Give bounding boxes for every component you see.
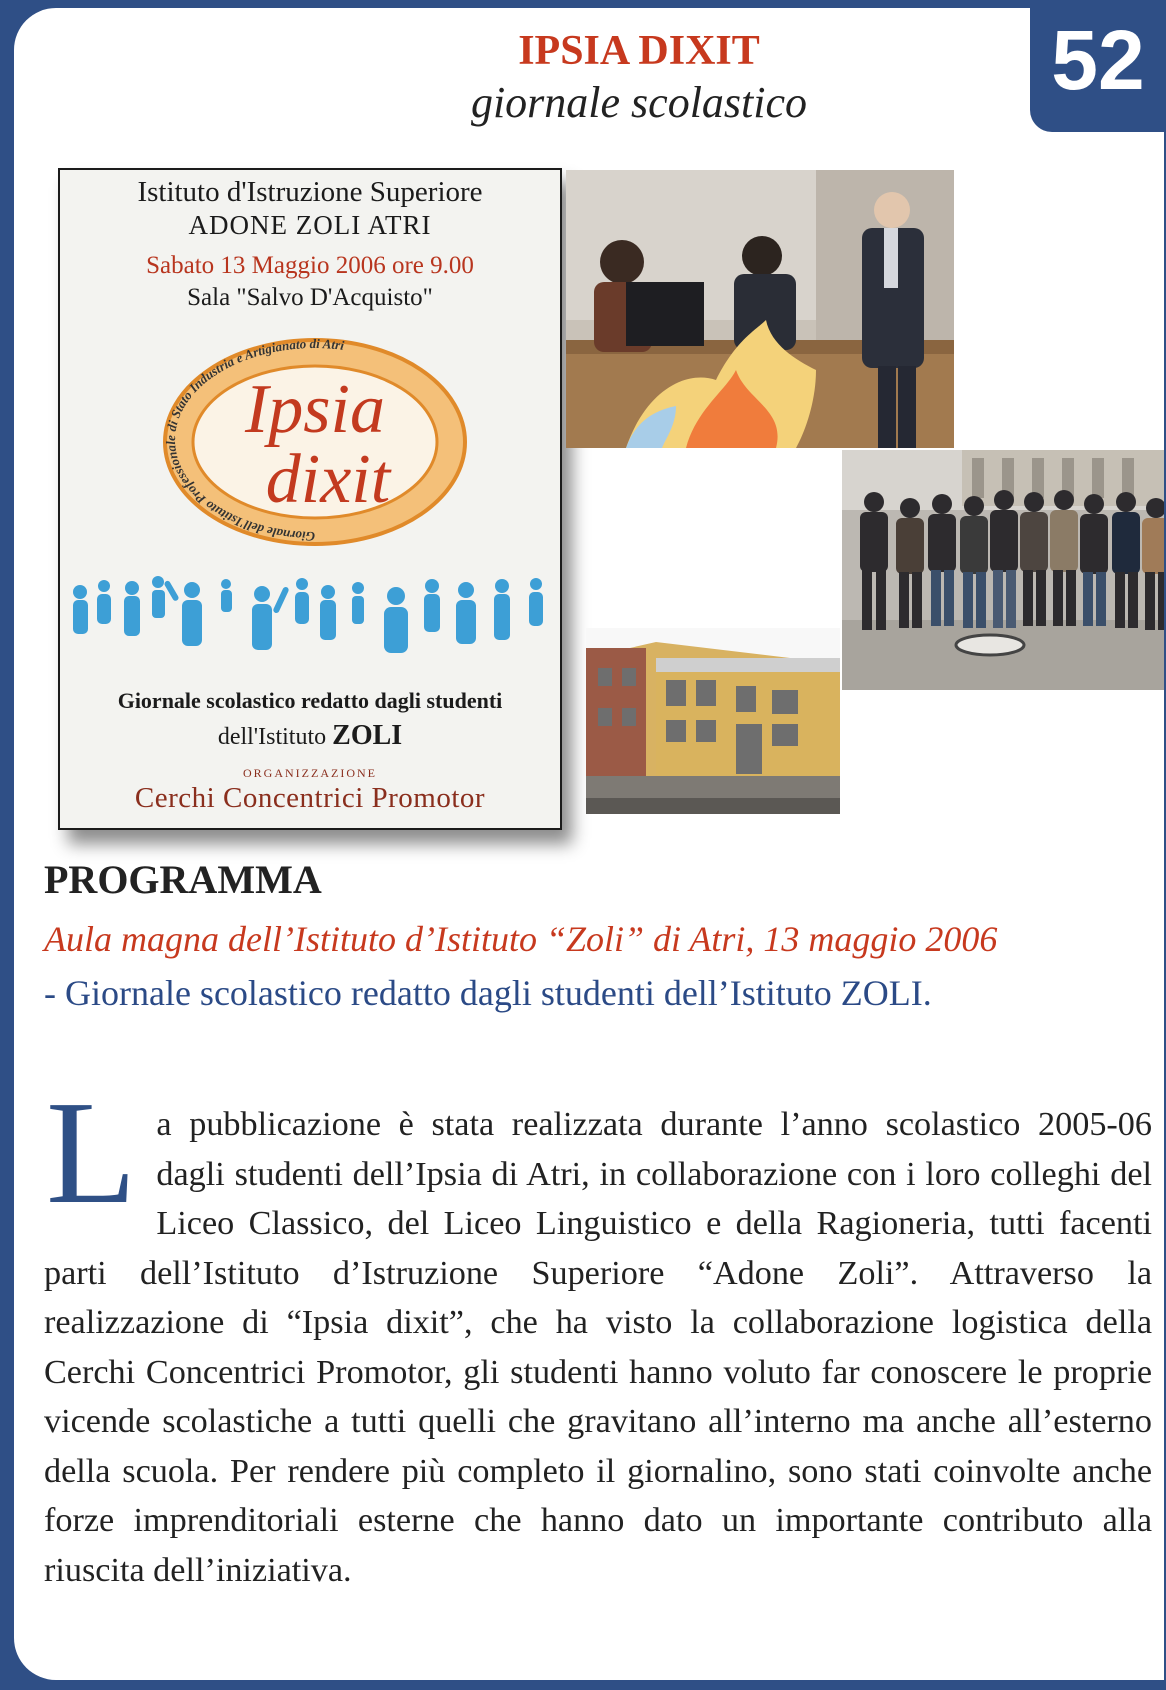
poster-school-line: dell'Istituto ZOLI	[217, 720, 403, 751]
people-silhouettes	[66, 570, 554, 654]
ipsia-dixit-logo	[160, 336, 470, 548]
students-group-photo	[842, 450, 1164, 690]
programma-venue: Aula magna dell’Istituto d’Istituto “Zoli” di Atri, 13 maggio 2006	[44, 919, 998, 959]
event-poster	[58, 168, 562, 830]
poster-school-name: ADONE ZOLI ATRI	[188, 210, 432, 240]
school-building-photo	[586, 628, 840, 814]
article-body	[44, 1071, 1152, 1595]
poster-date: Sabato 13 Maggio 2006 ore 9.00	[146, 252, 474, 279]
poster-organizer: Cerchi Concentrici Promotor	[134, 782, 486, 814]
poster-tagline: Giornale scolastico redatto dagli studenti	[117, 688, 503, 713]
logo-word-dixit: dixit	[265, 441, 391, 518]
programma-description: - Giornale scolastico redatto dagli studenti dell’Istituto ZOLI.	[44, 973, 932, 1013]
svg-text:Giornale dell'Istituto Profess: Giornale dell'Istituto Professionale di Stato Industria e Artigianato di Atri	[162, 336, 345, 545]
article-text: a pubblicazione è stata realizzata durante l’anno scolastico 2005-06 dagli studenti dell’Ipsia di Atri, in collaborazione con i loro colleghi del Liceo Classico, del Liceo Linguistico e della Ragioneria, tutti facenti parti dell’Istituto d’Istruzione Superiore “Adone Zoli”. Attraverso la realizzazione di “Ipsia dixit”, che ha visto la collaborazione logistica della Cerchi Concentrici Promotor, gli studenti hanno voluto far conoscere le proprie vicende scolastiche a tutti quelli che gravitano all’interno ma anche all’esterno della scuola. Per rendere più completo il giornalino, sono stati coinvolte anche forze imprenditoriali esterne che hanno dato un importante contributo alla riuscita dell’iniziativa.	[44, 1106, 1152, 1589]
header	[394, 26, 884, 130]
conference-photo	[566, 170, 954, 448]
poster-institute: Istituto d'Istruzione Superiore	[137, 176, 483, 208]
page	[14, 8, 1164, 1680]
poster-school-zoli: ZOLI	[332, 720, 403, 751]
poster-venue: Sala "Salvo D'Acquisto"	[187, 284, 433, 311]
page-number: 52	[1030, 0, 1166, 132]
logo-word-ipsia: Ipsia	[245, 371, 385, 448]
page-subtitle: giornale scolastico	[470, 78, 808, 127]
article-dropcap: L	[46, 1071, 137, 1235]
poster-organization-label: ORGANIZZAZIONE	[243, 766, 377, 780]
page-title: IPSIA DIXIT	[518, 28, 760, 74]
programma-heading: PROGRAMMA	[44, 857, 322, 902]
